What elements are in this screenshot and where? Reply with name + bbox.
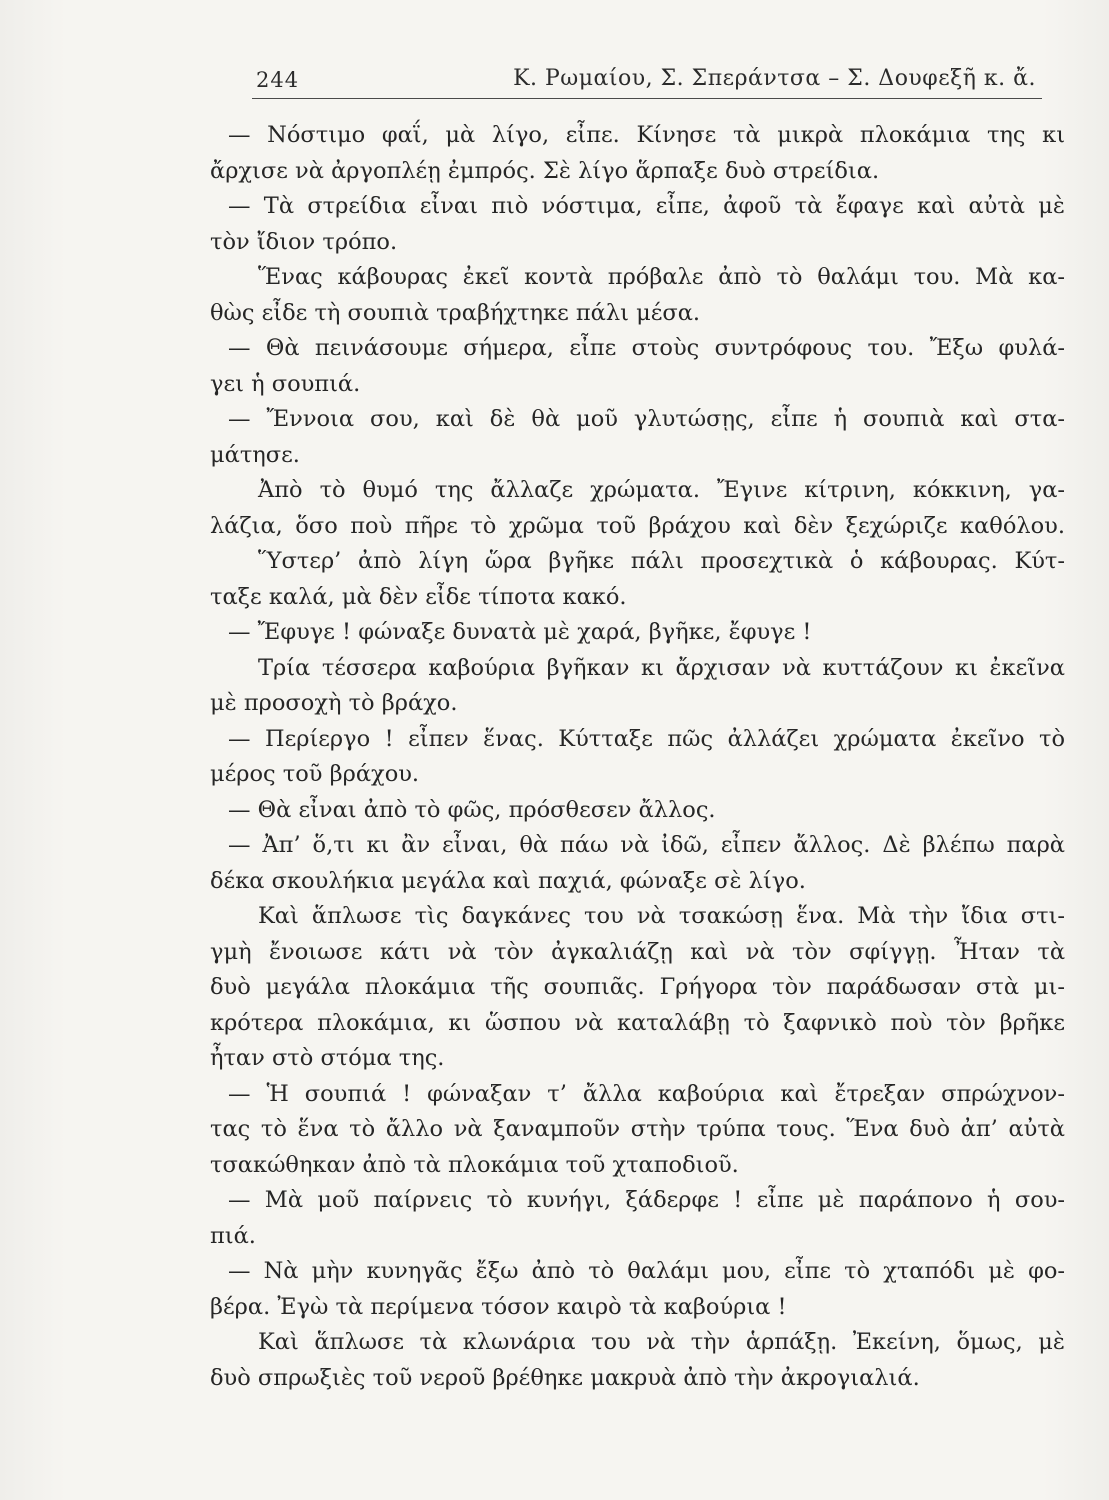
text-line: Καὶ ἅπλωσε τὰ κλωνάρια του νὰ τὴν ἁρπάξῃ. Ἐκείνη, ὅμως, μὲ [258,1329,1065,1355]
text-line: — Περίεργο ! εἶπεν ἕνας. Κύτταξε πῶς ἀλλάζει χρώματα ἐκεῖνο τὸ [228,725,1065,752]
text-line: γει ἡ σουπιά. [210,370,361,397]
text-line: — Τὰ στρείδια εἶναι πιὸ νόστιμα, εἶπε, ἀφοῦ τὰ ἔφαγε καὶ αὐτὰ μὲ [228,193,1065,219]
text-line: — Ἡ σουπιά ! φώναξαν τ’ ἄλλα καβούρια καὶ ἔτρεξαν σπρώχνον- [228,1080,1065,1107]
text-line: — Νόστιμο φαΐ, μὰ λίγο, εἶπε. Κίνησε τὰ μικρὰ πλοκάμια της κι [228,122,1065,148]
text-line: μὲ προσοχὴ τὸ βράχο. [210,690,458,716]
text-line: τὸν ἴδιον τρόπο. [210,228,398,255]
body-text [210,118,1065,1396]
text-line: κρότερα πλοκάμια, κι ὥσπου νὰ καταλάβῃ τὸ ξαφνικὸ ποὺ τὸν βρῆκε [210,1009,1065,1036]
text-line: θὼς εἶδε τὴ σουπιὰ τραβήχτηκε πάλι μέσα. [210,299,701,326]
text-line: ἄρχισε νὰ ἀργοπλέῃ ἐμπρός. Σὲ λίγο ἅρπαξε δυὸ στρείδια. [210,157,880,184]
running-head: Κ. Ρωμαίου, Σ. Σπεράντσα – Σ. Δουφεξῆ κ. ἄ. [513,66,1036,91]
text-line: — Ἔφυγε ! φώναξε δυνατὰ μὲ χαρά, βγῆκε, ἔφυγε ! [228,619,812,645]
page-header [226,62,1042,102]
text-line: Ὕστερ’ ἀπὸ λίγη ὥρα βγῆκε πάλι προσεχτικὰ ὁ κάβουρας. Κύτ- [258,548,1065,574]
text-line: μάτησε. [210,441,300,468]
text-line: — Νὰ μὴν κυνηγᾶς ἔξω ἀπὸ τὸ θαλάμι μου, εἶπε τὸ χταπόδι μὲ φο- [228,1258,1065,1284]
text-line: — Θὰ πεινάσουμε σήμερα, εἶπε στοὺς συντρόφους του. Ἔξω φυλά- [228,335,1065,361]
text-line: δέκα σκουλήκια μεγάλα καὶ παχιά, φώναξε σὲ λίγο. [210,867,806,894]
text-line: ταξε καλά, μὰ δὲν εἶδε τίποτα κακό. [210,583,627,610]
text-line: — Ἀπ’ ὅ,τι κι ἂν εἶναι, θὰ πάω νὰ ἰδῶ, εἶπεν ἄλλος. Δὲ βλέπω παρὰ [228,832,1065,858]
page-number: 244 [256,68,300,92]
text-line: Ἕνας κάβουρας ἐκεῖ κοντὰ πρόβαλε ἀπὸ τὸ θαλάμι του. Μὰ κα- [258,264,1065,290]
text-line: δυὸ σπρωξιὲς τοῦ νεροῦ βρέθηκε μακρυὰ ἀπὸ τὴν ἀκρογιαλιά. [210,1364,920,1391]
text-line: βέρα. Ἐγὼ τὰ περίμενα τόσον καιρὸ τὰ καβούρια ! [210,1293,787,1320]
text-line: — Ἔννοια σου, καὶ δὲ θὰ μοῦ γλυτώσῃς, εἶπε ἡ σουπιὰ καὶ στα- [228,406,1065,432]
text-line: τσακώθηκαν ἀπὸ τὰ πλοκάμια τοῦ χταποδιοῦ. [210,1151,739,1178]
text-line: δυὸ μεγάλα πλοκάμια τῆς σουπιᾶς. Γρήγορα τὸν παράδωσαν στὰ μι- [210,974,1065,1000]
text-line: — Θὰ εἶναι ἀπὸ τὸ φῶς, πρόσθεσεν ἄλλος. [228,796,716,823]
text-line: πιά. [210,1222,256,1249]
text-line: μέρος τοῦ βράχου. [210,761,420,787]
text-line: Τρία τέσσερα καβούρια βγῆκαν κι ἄρχισαν νὰ κυττάζουν κι ἐκεῖνα [258,654,1065,681]
text-line: λάζια, ὅσο ποὺ πῆρε τὸ χρῶμα τοῦ βράχου καὶ δὲν ξεχώριζε καθόλου. [210,512,1065,539]
text-line: τας τὸ ἕνα τὸ ἄλλο νὰ ξαναμποῦν στὴν τρύπα τους. Ἕνα δυὸ ἀπ’ αὐτὰ [210,1116,1065,1142]
text-line: Καὶ ἅπλωσε τὶς δαγκάνες του νὰ τσακώσῃ ἕνα. Μὰ τὴν ἴδια στι- [258,903,1065,929]
text-line: — Μὰ μοῦ παίρνεις τὸ κυνήγι, ξάδερφε ! εἶπε μὲ παράπονο ἡ σου- [228,1187,1065,1213]
text-line: Ἀπὸ τὸ θυμό της ἄλλαζε χρώματα. Ἔγινε κίτρινη, κόκκινη, γα- [258,477,1065,503]
text-line: ἦταν στὸ στόμα της. [210,1045,445,1071]
text-line: γμὴ ἔνοιωσε κάτι νὰ τὸν ἀγκαλιάζῃ καὶ νὰ τὸν σφίγγῃ. Ἦταν τὰ [210,938,1065,965]
header-rule [252,98,1042,99]
